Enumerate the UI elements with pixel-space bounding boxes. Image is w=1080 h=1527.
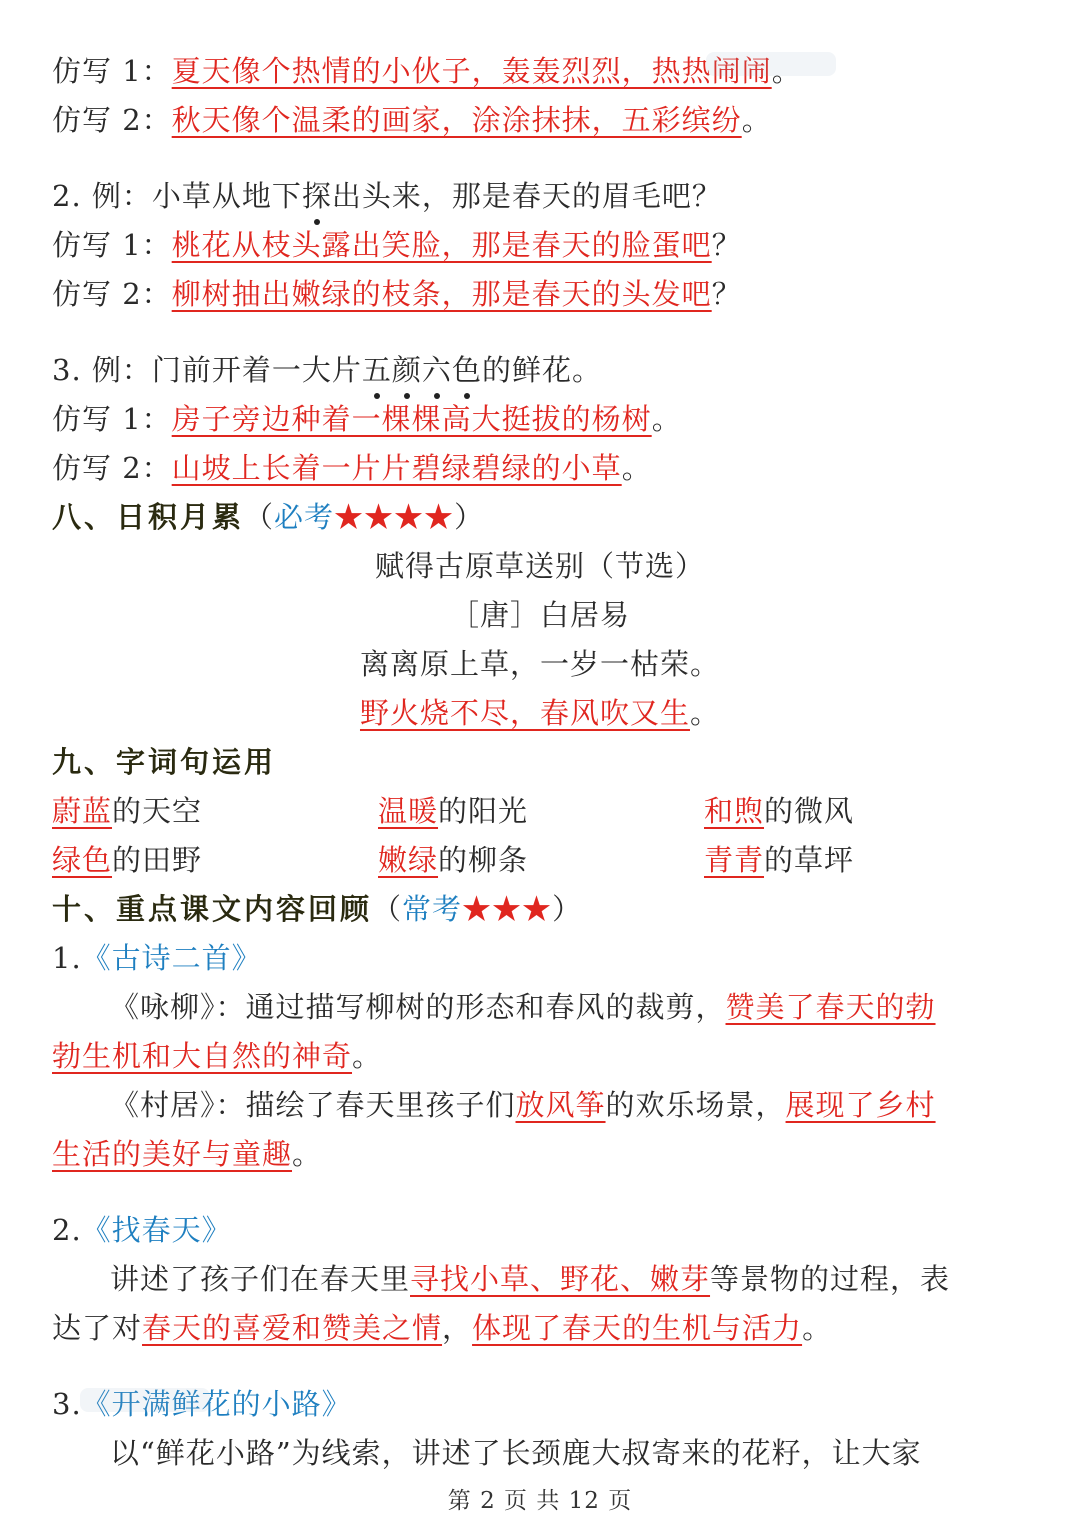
emphasis-dot-char: 五 (361, 353, 392, 387)
emphasis-dot-char: 颜 (391, 353, 422, 387)
word-pair: 和煦的微风 (704, 794, 855, 828)
star-rating: ★★★ (462, 892, 553, 926)
paragraph-line: 生活的美好与童趣。 (52, 1137, 323, 1171)
word-pair: 嫩绿的柳条 (378, 843, 529, 877)
poem-title: 赋得古原草送别（节选） (374, 549, 705, 583)
paragraph-line: 达了对春天的喜爱和赞美之情，体现了春天的生机与活力。 (52, 1311, 833, 1345)
poem-line: 野火烧不尽，春风吹又生。 (359, 696, 721, 730)
section-heading: 十、重点课文内容回顾（常考★★★） (52, 892, 583, 926)
imitation-line: 仿写 2：秋天像个温柔的画家，涂涂抹抹，五彩缤纷。 (52, 103, 772, 137)
emphasis-dot-char: 六 (421, 353, 452, 387)
imitation-line: 仿写 2：柳树抽出嫩绿的枝条，那是春天的头发吧？ (52, 277, 742, 311)
emphasis-dot-char: 探 (301, 179, 332, 213)
section-heading: 九、字词句运用 (52, 745, 277, 779)
imitation-line: 仿写 1：夏天像个热情的小伙子，轰轰烈烈，热热闹闹。 (52, 54, 802, 88)
example-sentence: 2. 例：小草从地下探出头来，那是春天的眉毛吧？ (52, 179, 722, 213)
section-heading: 八、日积月累（必考★★★★） (52, 500, 485, 534)
imitation-line: 仿写 1：房子旁边种着一棵棵高大挺拔的杨树。 (52, 402, 682, 436)
poem-author: ［唐］白居易 (449, 598, 630, 632)
lesson-title: 1.《古诗二首》 (52, 941, 262, 975)
watermark-mark (80, 1388, 210, 1412)
paragraph-line: 以“鲜花小路”为线索，讲述了长颈鹿大叔寄来的花籽，让大家 (110, 1436, 922, 1470)
word-pair: 绿色的田野 (52, 843, 203, 877)
star-rating: ★★★★ (334, 500, 455, 534)
poem-line: 离离原上草，一岁一枯荣。 (359, 647, 720, 681)
lesson-title: 3.《开满鲜花的小路》 (52, 1387, 352, 1421)
paragraph-line: 讲述了孩子们在春天里寻找小草、野花、嫩芽等景物的过程，表 (110, 1262, 951, 1296)
example-sentence: 3. 例：门前开着一大片五颜六色的鲜花。 (52, 353, 602, 387)
paragraph-line: 勃生机和大自然的神奇。 (52, 1039, 383, 1073)
paragraph-line: 《咏柳》：通过描写柳树的形态和春风的裁剪，赞美了春天的勃 (110, 990, 936, 1024)
paragraph-line: 《村居》：描绘了春天里孩子们放风筝的欢乐场景，展现了乡村 (110, 1088, 936, 1122)
imitation-line: 仿写 1：桃花从枝头露出笑脸，那是春天的脸蛋吧？ (52, 228, 742, 262)
emphasis-dot-char: 色 (451, 353, 482, 387)
word-pair: 青青的草坪 (704, 843, 855, 877)
word-row (52, 838, 1040, 882)
imitation-line: 仿写 2：山坡上长着一片片碧绿碧绿的小草。 (52, 451, 652, 485)
lesson-title: 2.《找春天》 (52, 1213, 232, 1247)
word-row (52, 789, 1040, 833)
page-footer: 第 2 页 共 12 页 (447, 1488, 633, 1514)
word-pair: 蔚蓝的天空 (52, 794, 203, 828)
watermark-mark (706, 52, 836, 76)
word-pair: 温暖的阳光 (378, 794, 529, 828)
